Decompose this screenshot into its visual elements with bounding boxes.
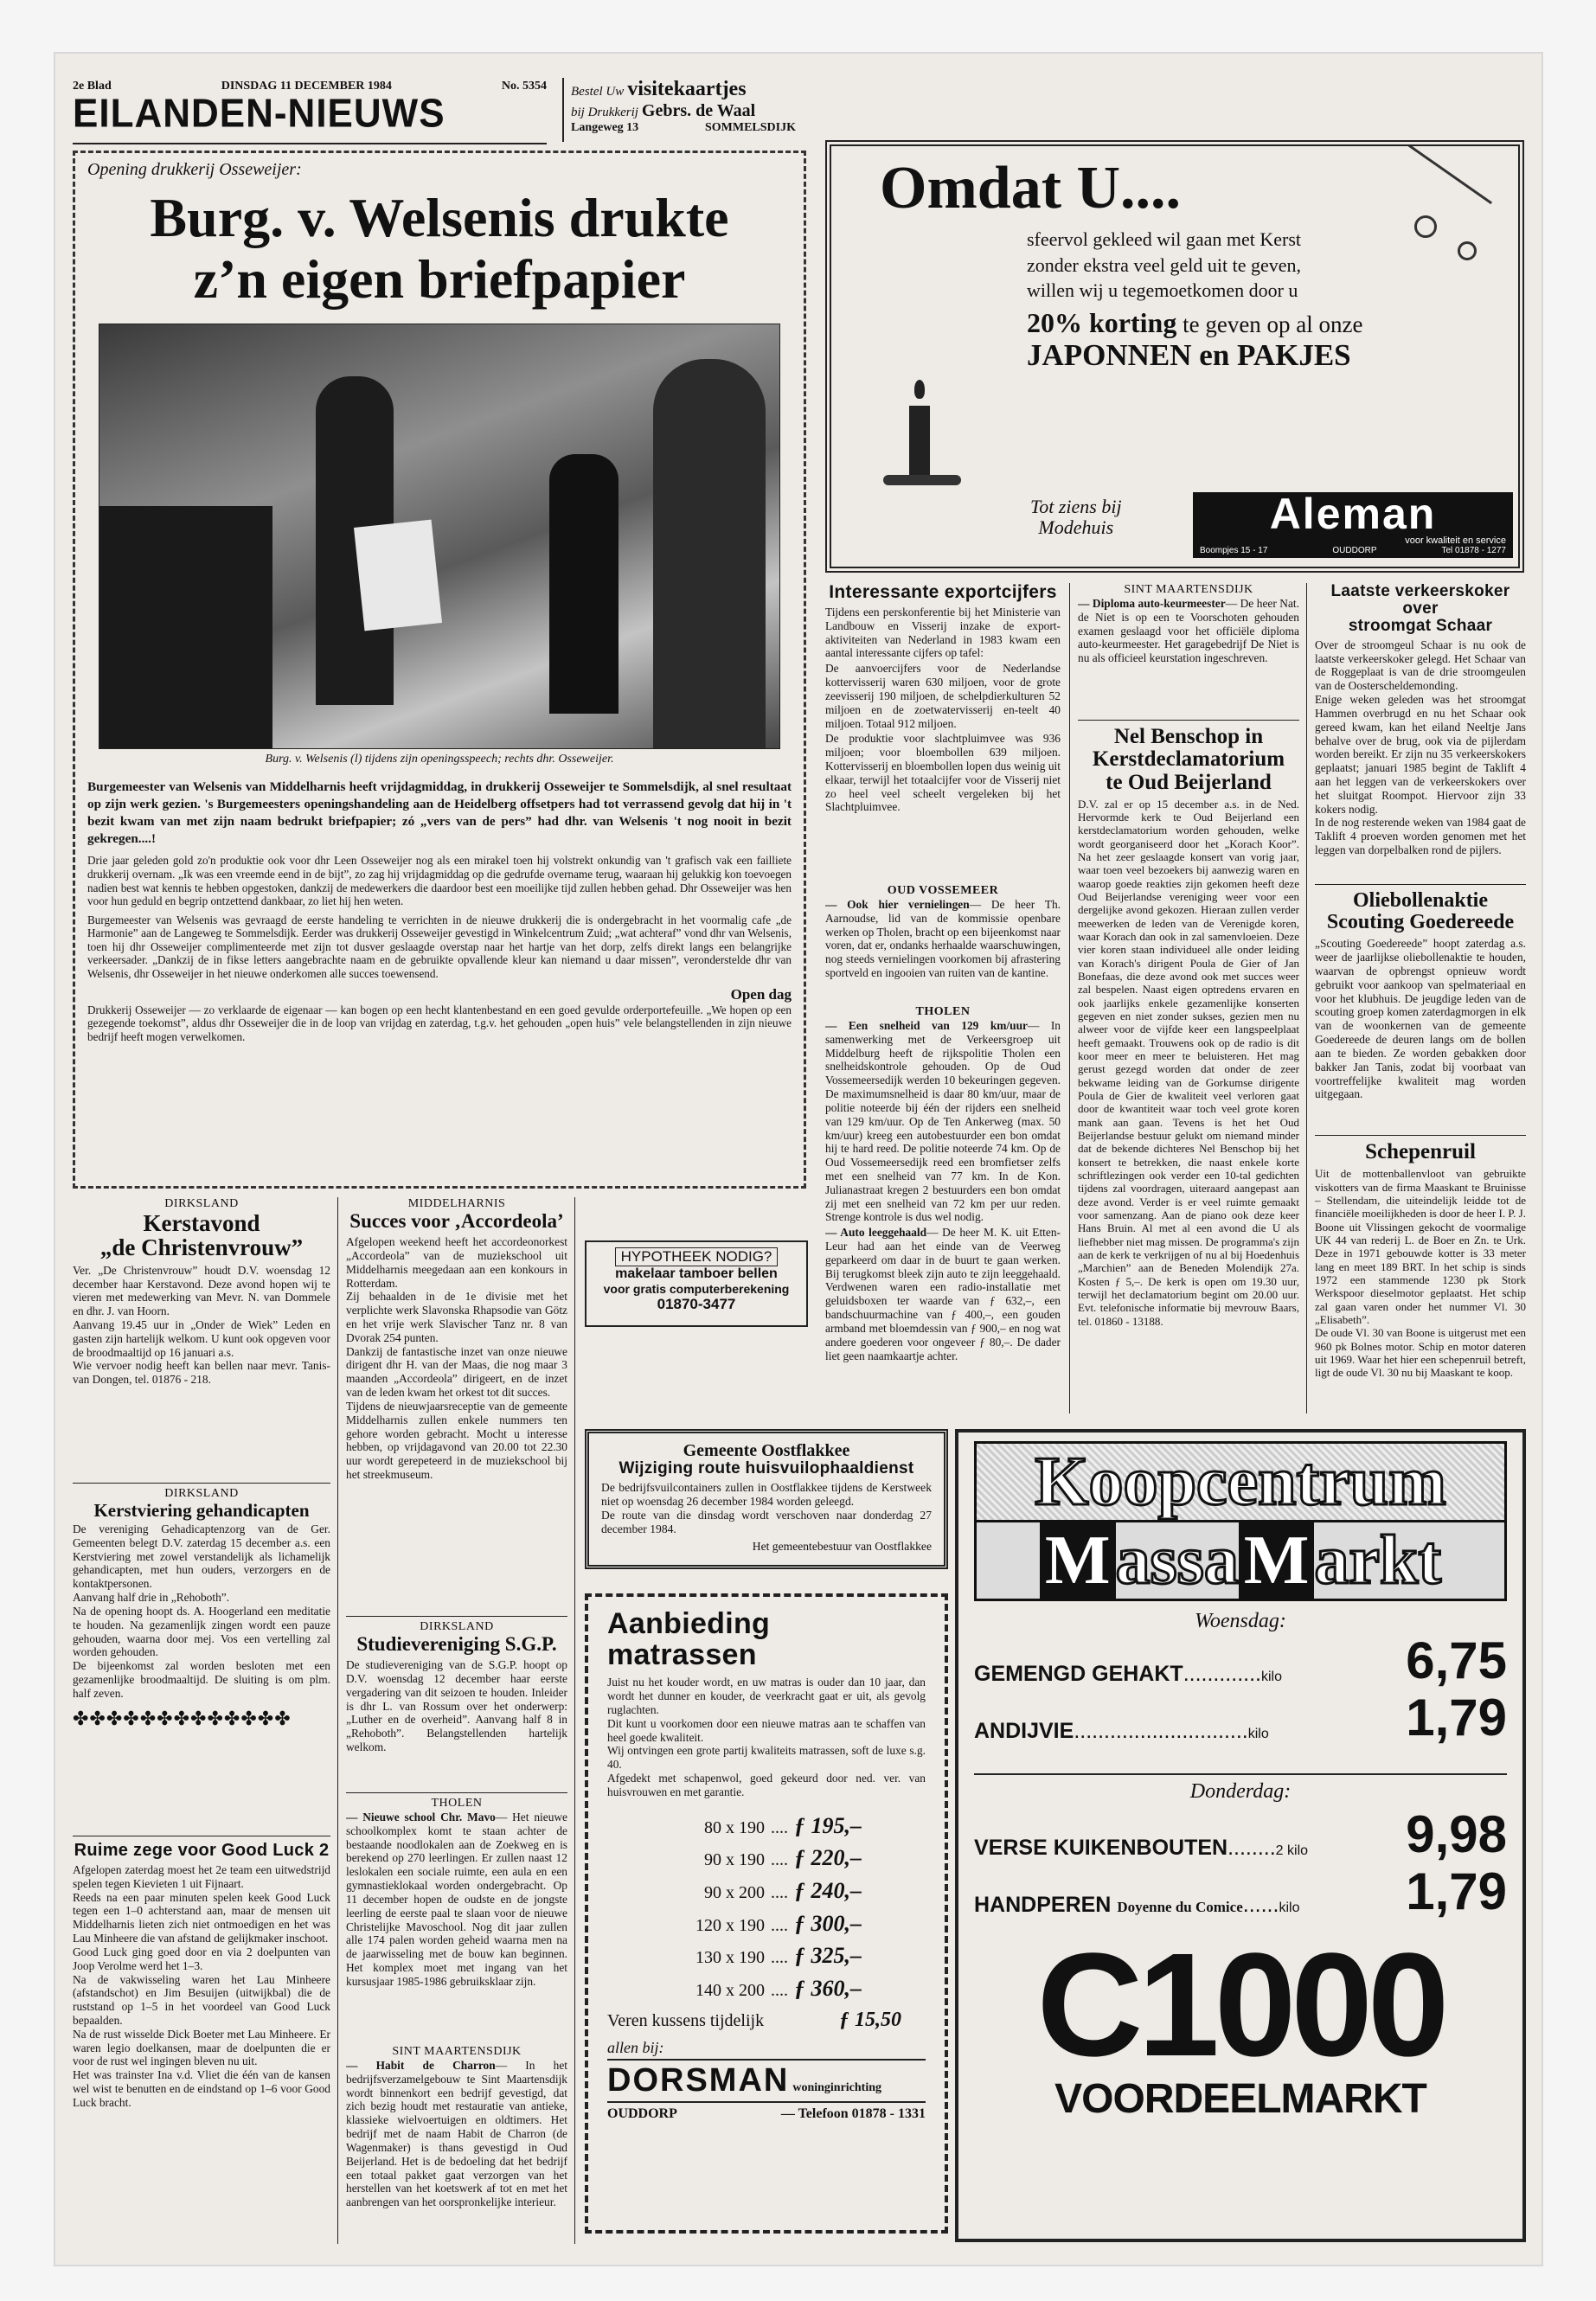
matras-paragraph-2: Dit kunt u voorkomen door een nieuwe matras aan te schaffen van heel goede kwaliteit. <box>607 1716 926 1744</box>
accordeola-title: Succes voor ‚Accordeola’ <box>349 1210 564 1232</box>
newspaper-title: EILANDEN-NIEUWS <box>73 91 445 137</box>
price-andijvie: 1,79 <box>1406 1689 1507 1747</box>
dorsman-logo: DORSMAN <box>607 2061 790 2099</box>
tholen-school-text: — Het nieuwe schoolkomplex komt te staan achter de bestaande noodlokalen aan de Zoekweg en is berekend op 270 leerlingen. Er zullen naast 12 leslokalen een sociale ruimte, een aula en een gymnastieklokaal worden ondergebracht. Op 11 december hopen de oudste en de jongste leerling de eerste paal te slaan voor de nieuwe Christelijke Mavoschool. Nog dit jaar zullen alle 174 palen worden geheid waarna men na de jaarwisseling met de bouw kan beginnen. Het komplex moet met ingang van het kursusjaar 1985-1986 gebruiksklaar zijn. <box>346 1811 567 1988</box>
habit-de-charron-article <box>346 2045 567 2244</box>
japonnen-text: JAPONNEN en PAKJES <box>1027 338 1351 373</box>
omdat-title: Omdat U.... <box>880 155 1182 221</box>
omdat-line-4: te geven op al onze <box>1183 311 1363 338</box>
oud-vossemeer-lead: — Ook hier vernielingen <box>825 898 970 911</box>
matras-price-row: 120 x 190 .... ƒ 300,– <box>668 1907 926 1940</box>
kerstviering-paragraph-1: De vereniging Gehadicaptenzorg van de Ger. Gemeenten belegt D.V. zaterdag 15 december a.s. een Kerstviering met zowel verstandelijk als lichamelijk gehandicapten, met hun ouders, verzorgers en de kontaktpersonen. <box>73 1522 330 1591</box>
benschop-text: D.V. zal er op 15 december a.s. in de Ned. Hervormde kerk te Oud Beijerland een kerstdeclamatorium worden gehouden, welke wordt georganiseerd door het „Korach Koor”. Na het zeer geslaagde konsert van vorig jaar, waar toen veel bezoekers bij aanwezig waren en waarop goede reakties zijn gekomen heeft deze Oud Beijerlandse vereniging weer voor een dergelijke avond gekozen. Hieraan zullen verder meewerken de leden van de Verenigde koren, waar Korach dan ook in zal samenvloeien. Deze vier koren staan individueel alle onder leiding van Korach's dirigent Poula de Gier of Jan Bonefaas, die deze avond ook met succes weer zal bespelen. Naast eigen optredens ervaren en ook jaarlijks enkele gezamenlijke konserten gegeven en niet zonder sukses, gezien men nu alweer voor de vijfde keer een langspeelplaat heeft gemaakt. Trouwens ook op de radio is dit koor meer en meer te beluisteren. Het mag gerust gezegd worden dat onder de zeer bekwame leiding van de Gorkumse dirigente Poula de Gier de kwaliteit veel verloren gaat door de kwantiteit waar toch veel grote koren mank aan gaan. Tevens is het het Oud Beijerlandse bestuur gelukt om niemand minder dat de bekende dichteres Nel Benschop bij het konsert te betrekken, die naast enkele korte schriftlezingen ook verder een 10-tal gedichten tijdens zal voordragen, uiteraard aangepast aan deze avond. Verder is er veel ruimte gemaakt voor samenzang. Aan de piano ook deze keer Hans Bruin. Al met al een avond die U als liefhebber niet mag missen. De programma's zijn aan de kerk te verkrijgen of nu al bij Hoedenhuis „Marchien” aan de Beneden Molendijk 27a. Kosten ƒ 5,–. De kerk is open om 19.30 uur, terwijl het declamatorium begint om 20.00 uur. Evt. telefonische informatie bij mevrouw Baars, tel. 01860 - 13188. <box>1078 797 1299 1328</box>
matras-price-row: 130 x 190 .... ƒ 325,– <box>668 1939 926 1972</box>
aleman-town: OUDDORP <box>1332 546 1377 555</box>
matras-price-list <box>668 1810 926 2005</box>
matras-price: ƒ 220,– <box>794 1845 862 1871</box>
verkeer-paragraph-1: Over de stroomgeul Schaar is nu ook de laatste verkeerskoker gelegd. Het Schaar van de Roggeplaat is van de drie stroomgeulen van de Oosterscheldemonding. <box>1315 638 1526 693</box>
unit-handperen: kilo <box>1279 1900 1300 1915</box>
tholen-school-lead: — Nieuwe school Chr. Mavo <box>346 1811 496 1823</box>
unit-andijvie: kilo <box>1247 1727 1269 1741</box>
decorative-stars: ✤✤✤✤✤✤✤✤✤✤✤✤✤ <box>73 1707 292 1729</box>
kerstavond-title-1: Kerstavond <box>143 1210 260 1236</box>
charron-text: — In het bedrijfsverzamelgebouw te Sint Maartensdijk wordt binnenkort een bedrijf gevestigd, dat zich bezig houdt met restauratie van antieke, klassieke wielvoertuigen en oldtimers. Het bedrijf met de naam Habit de Charron (de Wagenmaker) is thans gevestigd in Oud Beijerland. Het is de bedoeling dat het bedrijf een totaal pakket gaat verzorgen van het herstellen van het koetswerk af tot en met het aanbrengen van het oorspronkelijke interieur. <box>346 2059 567 2209</box>
smd-lead: — Diploma auto-keurmeester <box>1078 597 1226 610</box>
matras-price: ƒ 300,– <box>794 1910 862 1936</box>
kerstavond-paragraph-3: Wie vervoer nodig heeft kan bellen naar mevr. Tanis-van Dongen, tel. 01876 - 218. <box>73 1359 330 1387</box>
unit-kuikenbouten: 2 kilo <box>1275 1843 1309 1858</box>
tholen-article <box>825 1005 1061 1412</box>
export-paragraph-2: De aanvoercijfers voor de Nederlandse kottervisserij waren 630 miljoen, voor de grote zeevisserij 190 miljoen, de schelpdierkulturen 52 miljoen en de zoetwatervisserij en-teelt 40 miljoen. Totaal 912 miljoen. <box>825 662 1061 730</box>
matras-size: 140 x 200 <box>695 1981 765 2001</box>
hypotheek-title: HYPOTHEEK NODIG? <box>615 1247 779 1266</box>
item-andijvie: ANDIJVIE <box>974 1719 1074 1743</box>
benschop-title-3: te Oud Beijerland <box>1106 770 1272 794</box>
lead-paragraph-2: Burgemeester van Welsenis was gevraagd de eerste handeling te verrichten in de nieuwe drukkerij die is ondergebracht in het voormalig cafe „de Harmonie” aan de Langeweg te Sommelsdijk. Eerder was drukkerij Osseweijer gevestigd in Winkelcentrum Zuid; „wat achteraf” vond dhr van Welsenis, toen hij dhr Osseweijer complimenteerde met zijn tot dusver geslaagde overstap naar het hartje van het dorp, zelfs direkt langs een belangrijke verkeersader. „Dankzij de in fikse letters aangebrachte naam en de gebruikte opvallende kleur kan niemand u daar missen”, veronderstelde dhr van Welsenis, dhr Osseweijer in het nieuwe onderkomen alle succes toewensend. <box>87 913 792 980</box>
visitekaartjes-ad <box>562 78 806 142</box>
kerstavond-article <box>73 1197 330 1483</box>
masthead <box>73 80 547 142</box>
dorsman-subtitle: woninginrichting <box>792 2080 882 2094</box>
gemeente-notice <box>585 1429 948 1569</box>
matras-price-row: 90 x 200 .... ƒ 240,– <box>668 1875 926 1907</box>
massa-rest: assa <box>1115 1522 1239 1599</box>
matras-paragraph-4: Afgedekt met schapenwol, goed gekeurd door ned. ver. van huisvrouwen en met garantie. <box>607 1772 926 1798</box>
smd-kicker: SINT MAARTENSDIJK <box>1124 583 1253 596</box>
ad-visitekaartjes: visitekaartjes <box>627 78 747 100</box>
export-paragraph-1: Tijdens een perskonferentie bij het Ministerie van Landbouw en Visserij inzake de export-aktiviteiten van Nederland in 1983 kwam een aantal interessante cijfers op tafel: <box>825 606 1061 660</box>
price-gehakt: 6,75 <box>1406 1631 1507 1689</box>
markt-initial: M <box>1239 1522 1315 1599</box>
matras-price: ƒ 360,– <box>794 1976 862 2002</box>
masthead-date: DINSDAG 11 DECEMBER 1984 <box>221 80 392 93</box>
kerstviering-kicker: DIRKSLAND <box>164 1487 239 1500</box>
allen-bij-text: allen bij: <box>607 2038 664 2056</box>
lead-article <box>73 151 806 1189</box>
oud-vossemeer-kicker: OUD VOSSEMEER <box>887 884 999 897</box>
aleman-phone: Tel 01878 - 1277 <box>1441 546 1506 555</box>
kussens-price: ƒ 15,50 <box>839 2008 901 2031</box>
handperen-variety: Doyenne du Comice <box>1117 1899 1243 1915</box>
tholen-speed-text: — In samenwerking met de Verkeersgroep uit Middelburg heeft de rijkspolitie Tholen een snelheidskontrole gehouden. Op de Oud Vossemeersedijk werden 10 bekeuringen gegeven. De maximumsnelheid is daar 80 km/uur, maar de politie noteerde bij één der rijders een snelheid van 129 km/uur. Op de Ten Ankerweg (max. 50 km/uur) kreeg een autobestuurder een bon omdat hij te hard reed. De politie noteerde 74 km. Op de Oud Vossemeersedijk reed een bromfietser zelfs met een snelheid van 77 km. In de Kon. Julianastraat kregen 2 bestuurders een bon omdat zij met een snelheid van 72 km per uur reden. Strenge kontrole is dus wel nodig. <box>825 1019 1061 1224</box>
lead-paragraph-3: Drukkerij Osseweijer — zo verklaarde de eigenaar — kan bogen op een hecht klantenbestand en een goed gevulde orderportefeuille. „We hopen op een gezegende toekomst”, aldus dhr Osseweijer die in de loop van vrijdag en zaterdag, t.g.v. het gehouden „open huis” vele belangstellenden in zijn nieuwe bedrijf heeft mogen verwelkomen. <box>87 1003 792 1043</box>
gemeente-signature: Het gemeentebestuur van Oostflakkee <box>752 1540 932 1554</box>
accordeola-article <box>346 1197 567 1612</box>
tholen-auto-text: — De heer M. K. uit Etten-Leur had aan het einde van de Veerweg geparkeerd om daar in de buurt te gaan werken. Bij terugkomst bleek zijn auto te zijn leeggehaald. Verdwenen waren een radio-installatie met geluidsboxen ter waarde van ƒ 632,–, een bandschuurmachine van ƒ 400,–, een gouden armband met bloemdessin van ƒ 900,– en nog wat andere goederen voor ongeveer ƒ 80,–. De dader liet geen naamkaartje achter. <box>825 1226 1061 1362</box>
lead-headline-1: Burg. v. Welsenis drukte <box>150 187 729 248</box>
aleman-address: Boompjes 15 - 17 <box>1200 546 1268 555</box>
goodluck-title: Ruime zege voor Good Luck 2 <box>74 1841 330 1860</box>
verkeer-paragraph-2: Enige weken geleden was het stroomgat Hammen overbrugd en nu het Schaar ook gereed kwam, kan het eiland Neeltje Jans behalve over de brug, ook via de pijlerdam worden bereikt. Er zijn nu 35 verkeerskokers geplaatst; januari 1985 begint de Taklift 4 aan het leggen van de verkeerskokers over het sluitgat Roompot. Hiervoor zijn 33 kokers nodig. <box>1315 693 1526 816</box>
accordeola-paragraph-2: Zij behaalden in de 1e divisie met het verplichte werk Slavonska Rhapsodie van Götz en het vrije werk Slavischer Tanz nr. 8 van Dvorak 254 punten. <box>346 1290 567 1344</box>
matras-size: 120 x 190 <box>695 1915 765 1935</box>
lead-headline-2: z’n eigen briefpapier <box>193 248 686 311</box>
hypotheek-line-3: voor gratis computerberekening <box>603 1282 790 1296</box>
christmas-branch-icon <box>1388 155 1501 293</box>
omdat-line-1: sfeervol gekleed wil gaan met Kerst <box>1027 228 1302 250</box>
accordeola-paragraph-1: Afgelopen weekend heeft het accordeonorkest „Accordeola” van de muziekschool uit Middelharnis meegedaan aan een konkours in Rotterdam. <box>346 1235 567 1290</box>
tot-ziens-text: Tot ziens bij <box>1030 496 1122 517</box>
gemeente-paragraph-1: De bedrijfsvuilcontainers zullen in Oostflakkee tijdens de Kerstweek niet op woensdag 26 december 1984 worden geleegd. <box>601 1480 932 1508</box>
korting-text: 20% korting <box>1027 307 1177 339</box>
matras-price: ƒ 325,– <box>794 1943 862 1969</box>
markt-rest: arkt <box>1314 1522 1441 1599</box>
export-title: Interessante exportcijfers <box>829 583 1057 602</box>
c1000-subtitle: VOORDEELMARKT <box>1054 2076 1426 2122</box>
verkeer-paragraph-3: In de nog resterende weken van 1984 gaat de Taklift 4 proeven worden genomen met het leggen van dorpelbalken rond de pijlers. <box>1315 816 1526 856</box>
benschop-title-2: Kerstdeclamatorium <box>1092 747 1285 772</box>
item-kuikenbouten: VERSE KUIKENBOUTEN <box>974 1836 1228 1860</box>
oud-vossemeer-text: — De heer Th. Aarnoudse, lid van de kommissie openbare werken op Tholen, bracht op een bijeenkomst naar voren, dat er, ondanks herhaalde waarschuwingen, nog steeds vernielingen voorkomen bij afrastering sportveld en ingooien van ruiten van de kantine. <box>825 898 1061 980</box>
lead-subhead: Open dag <box>730 985 792 1003</box>
kerstviering-paragraph-3: Na de opening hoopt ds. A. Hoogerland een meditatie te houden. Na gezamenlijk zingen wordt een pauze gehouden, waarna door mej. Vos een vertelling zal worden gehouden. <box>73 1604 330 1659</box>
matras-paragraph-3: Wij ontvingen een grote partij kwaliteits matrassen, soft de luxe s.g. 40. <box>607 1744 926 1772</box>
ad-street: Langeweg 13 <box>571 121 639 134</box>
tholen-kicker: THOLEN <box>915 1005 971 1018</box>
tholen-speed-lead: — Een snelheid van 129 km/uur <box>825 1019 1028 1032</box>
hypotheek-ad <box>585 1240 808 1327</box>
kerstavond-paragraph-2: Aanvang 19.45 uur in „Onder de Wiek” Leden en gasten zijn hartelijk welkom. U kunt ook opgeven voor de broodmaaltijd op 16 januari a.s. <box>73 1317 330 1359</box>
lead-intro: Burgemeester van Welsenis van Middelharnis heeft vrijdagmiddag, in drukkerij Osseweijer te Sommelsdijk, al snel resultaat op zijn werk gezien. 's Burgemeesters openingshandeling aan de Heidelberg offsetpers had tot verrassend gevolg dat hij in 't bezit kwam van met zijn naam bedrukt briefpapier; zó „vers van de pers” had dhr. van Welsenis 't nog nooit in bezit gekregen....! <box>87 779 792 846</box>
sgp-kicker: DIRKSLAND <box>420 1620 494 1633</box>
price-handperen: 1,79 <box>1406 1862 1507 1920</box>
goodluck-paragraph-3: Good Luck ging goed door en via 2 doelpunten van Joop Verolme werd het 1–3. <box>73 1945 330 1972</box>
accordeola-paragraph-4: Tijdens de nieuwjaarsreceptie van de gemeente Middelharnis zullen enkele nummers ten gehore worden gebracht. Mocht u interesse hebben, op vrijdagavond van 20.00 tot 22.30 uur wordt gerepeteerd in de muziekschool bij het streekmuseum. <box>346 1399 567 1481</box>
goodluck-paragraph-5: Na de rust wisselde Dick Boeter met Lau Minheere. Er waren legio doelkansen, maar de doelpunten die er voor de rust wel ingingen bleven nu uit. <box>73 2027 330 2068</box>
matras-ad <box>585 1593 948 2234</box>
matras-paragraph-1: Juist nu het kouder wordt, en uw matras is ouder dan 10 jaar, dan wordt het dunner en kouder, de veerkracht gaat er uit, als gevolg ruglachten. <box>607 1676 926 1716</box>
opening-photo <box>99 324 780 749</box>
lead-paragraph-1: Drie jaar geleden gold zo'n produktie ook voor dhr Leen Osseweijer nog als een mirakel toen hij volstrekt onkundig van 't grafisch vak een failliete drukkerij overnam. „Ik was een vreemde eend in de bijt”, zo zag hij vrijdagmiddag op die gedrufde overname terug, waaraan hij gelukkig kon toevoegen nadien best wat kennis te hebben opgestoken, dankzij de medewerkers die daardoor best een moeilijke tijd zullen hebben gehad. Dhr Osseweijer was hen voor hun geduld en begrip ontzettend dankbaar, zo liet hij hen weten. <box>87 854 792 908</box>
smd-text: — De heer Nat. de Niet is op een te Voorschoten gehouden examen geslaagd voor het officiële diploma auto-keurmeester. Het garagebedrijf De Niet is nu als officieel keurstation ingeschreven. <box>1078 597 1299 665</box>
accordeola-paragraph-3: Dankzij de fantastische inzet van onze nieuwe dirigent dhr H. van der Maas, die nog maar 3 maanden „Accordeola” dirigeert, en de inzet van de leden kwam het orkest tot dit succes. <box>346 1344 567 1400</box>
oliebollen-article <box>1315 884 1526 1135</box>
oliebol-title-1: Oliebollenaktie <box>1353 889 1488 912</box>
goodluck-paragraph-6: Het was trainster Ina v.d. Vliet die één van de kansen wel wist te benutten en de eindstand op 1–6 voor Good Luck bracht. <box>73 2068 330 2109</box>
matras-price-row: 80 x 190 .... ƒ 195,– <box>668 1810 926 1843</box>
kerstviering-title: Kerstviering gehandicapten <box>93 1500 310 1521</box>
donderdag-label: Donderdag: <box>974 1773 1507 1804</box>
matras-price-row: 140 x 200 .... ƒ 360,– <box>668 1972 926 2005</box>
verkeerskoker-article <box>1315 583 1526 877</box>
unit-gehakt: kilo <box>1260 1670 1282 1684</box>
matras-price: ƒ 240,– <box>794 1878 862 1904</box>
export-article <box>825 583 1061 877</box>
export-paragraph-3: De produktie voor slachtpluimvee was 936 miljoen; voor bloembollen 639 miljoen. Kottervisserij en bloembollen lopen dus weinig uit elkaar, terwijl het totaalcijfer voor de Visserij niet zo heel veel scheelt vergeleken bij het Slachtpluimvee. <box>825 732 1061 814</box>
matras-size: 90 x 190 <box>704 1850 765 1870</box>
matras-size: 130 x 190 <box>695 1948 765 1968</box>
sgp-text: De studievereniging van de S.G.P. hoopt op D.V. woensdag 12 december haar eerste vergadering van dit seizoen te houden. Inleider is dhr L. van Rossum over het onderwerp: „Luther en de overheid”. Aanvang half 8 in „Rehoboth”. Belangstellenden hartelijk welkom. <box>346 1658 567 1754</box>
dorsman-town: OUDDORP <box>607 2106 677 2121</box>
sgp-title: Studievereniging S.G.P. <box>356 1633 557 1655</box>
ad-order-text: Bestel Uw <box>571 85 625 99</box>
c1000-logo: C1000 <box>1036 1923 1445 2087</box>
issue-number: No. 5354 <box>501 80 547 93</box>
matras-title: Aanbieding matrassen <box>607 1607 771 1671</box>
matras-price-row: 90 x 190 .... ƒ 220,– <box>668 1842 926 1875</box>
charron-lead: — Habit de Charron <box>346 2059 496 2072</box>
schepen-paragraph-2: De oude Vl. 30 van Boone is uitgerust met een 960 pk Bolnes motor. Schip en motor dateren uit 1969. Waar het hier een schepenruil betreft, ligt de oude Vl. 30 nu bij Maaskant te koop. <box>1315 1326 1526 1380</box>
schepenruil-article <box>1315 1135 1526 1420</box>
charron-kicker: SINT MAARTENSDIJK <box>392 2045 522 2058</box>
aleman-tagline: voor kwaliteit en service <box>1405 535 1506 546</box>
tholen-school-article <box>346 1792 567 2043</box>
lead-kicker: Opening drukkerij Osseweijer: <box>87 160 302 179</box>
benschop-title-1: Nel Benschop in <box>1113 725 1264 748</box>
kerstavond-kicker: DIRKSLAND <box>164 1197 239 1210</box>
tholen-auto-lead: — Auto leeggehaald <box>825 1226 927 1240</box>
modehuis-text: Modehuis <box>1038 516 1114 539</box>
goodluck-article <box>73 1836 330 2242</box>
ad-printer-label: bij Drukkerij <box>571 106 638 119</box>
ad-town: SOMMELSDIJK <box>704 121 796 134</box>
photo-caption: Burg. v. Welsenis (l) tijdens zijn openingsspeech; rechts dhr. Osseweijer. <box>265 753 614 766</box>
oliebol-title-2: Scouting Goedereede <box>1326 911 1515 934</box>
dorsman-phone: — Telefoon 01878 - 1331 <box>780 2106 926 2121</box>
goodluck-paragraph-4: Na de vakwisseling waren het Lau Minheere (afstandschot) en Jim Besuijen (uitwijkbal) die de ruststand op 1–5 in het voordeel van Good Luck bepaalden. <box>73 1972 330 2027</box>
item-gehakt: GEMENGD GEHAKT <box>974 1662 1183 1686</box>
kerstviering-paragraph-2: Aanvang half drie in „Rehoboth”. <box>73 1591 230 1605</box>
aleman-logo: Aleman <box>1269 490 1437 538</box>
kerstavond-paragraph-1: Ver. „De Christenvrouw” houdt D.V. woensdag 12 december haar Kerstavond. Deze avond hopen wij te vieren met medewerking van Mevr. N. van Dommele en dhr. J. van Hoorn. <box>73 1263 330 1318</box>
sint-maartensdijk-article <box>1078 583 1299 713</box>
kussens-label: Veren kussens tijdelijk <box>607 2010 765 2030</box>
oud-vossemeer-article <box>825 884 1061 1005</box>
ad-printer-name: Gebrs. de Waal <box>641 101 756 120</box>
tholen-school-kicker: THOLEN <box>431 1797 483 1810</box>
benschop-article <box>1078 720 1299 1412</box>
woensdag-label: Woensdag: <box>1195 1610 1286 1632</box>
sgp-article <box>346 1616 567 1789</box>
candle-icon <box>883 371 961 510</box>
matras-size: 90 x 200 <box>704 1883 765 1903</box>
massa-initial: M <box>1040 1522 1116 1599</box>
item-handperen: HANDPEREN <box>974 1893 1112 1917</box>
hypotheek-phone: 01870-3477 <box>657 1296 736 1312</box>
kerstavond-title-2: „de Christenvrouw” <box>99 1234 304 1261</box>
oliebol-text: „Scouting Goedereede” hoopt zaterdag a.s. weer de jaarlijkse oliebollenaktie te houden, waarvan de opbrengst opnieuw wordt gebruikt voor aankoop van spelmateriaal en voor het klubhuis. De jeugdige leden van de scouting groep komen zaterdagmorgen in elk van de woonkernen van de gemeente Goedereede de deuren langs om de bollen aan te bieden. Ze worden gebakken door bakker Jan Tanis, zodat bij voorbaat van voortreffelijke kwaliteit mag worden uitgegaan. <box>1315 937 1526 1101</box>
koopcentrum-banner: Koopcentrum <box>974 1441 1507 1522</box>
aleman-ad <box>825 140 1524 573</box>
omdat-line-3: willen wij u tegemoetkomen door u <box>1027 279 1298 302</box>
kerstviering-paragraph-4: De bijeenkomst zal worden besloten met een gezamenlijke broodmaaltijd. De sluiting is om plm. half zeven. <box>73 1659 330 1700</box>
omdat-line-2: zonder ekstra veel geld uit te geven, <box>1027 253 1302 276</box>
gemeente-paragraph-2: De route van die dinsdag wordt verschoven naar donderdag 27 december 1984. <box>601 1509 932 1536</box>
hypotheek-line-2: makelaar tamboer bellen <box>615 1266 778 1281</box>
gemeente-title: Gemeente Oostflakkee <box>683 1441 850 1460</box>
c1000-ad: Koopcentrum MassaMarkt Woensdag: GEMENGD GEHAKT.............kilo 6,75 ANDIJVIE.............................kilo 1,79 Donderdag: VERSE KUIKENBOUTEN........2 kilo 9,98 HANDPEREN Doyenne du Comice......kilo 1,79 C1000 VOORDEELMARKT <box>955 1429 1526 2242</box>
accordeola-kicker: MIDDELHARNIS <box>407 1197 506 1210</box>
schepen-paragraph-1: Uit de mottenballenvloot van gebruikte viskotters van de firma Maaskant te Bruinisse – Stellendam, die uiteindelijk leidde tot de financiële moeilijkheden is door de heer I. P. J. Boone uit Vlissingen gekocht de voormalige UK 44 van rederij L. de Boer en Zn. te Urk. Deze in 1971 gebouwde kotter is 33 meter lang en meet 189 BRT. In het schip is sinds 1972 een stammende 1230 pk Stork Werkspoor dieselmotor geplaatst. Het schip zal gaan varen onder het nummer Vl. 30 „Elisabeth”. <box>1315 1167 1526 1326</box>
kerstviering-article <box>73 1483 330 1829</box>
goodluck-paragraph-1: Afgelopen zaterdag moest het 2e team een uitwedstrijd spelen tegen Kievieten 1 uit Fijnaart. <box>73 1863 330 1890</box>
gemeente-subtitle: Wijziging route huisvuilophaaldienst <box>619 1459 914 1477</box>
newspaper-page <box>54 52 1543 2266</box>
section-label: 2e Blad <box>73 80 112 93</box>
matras-size: 80 x 190 <box>704 1817 765 1837</box>
matras-price: ƒ 195,– <box>794 1812 862 1838</box>
verkeer-title-2: stroomgat Schaar <box>1348 616 1493 635</box>
price-kuikenbouten: 9,98 <box>1406 1805 1507 1863</box>
schepen-title: Schepenruil <box>1365 1140 1476 1163</box>
verkeer-title-1: Laatste verkeerskoker over <box>1330 583 1510 618</box>
goodluck-paragraph-2: Reeds na een paar minuten spelen keek Good Luck tegen een 1–0 achterstand aan, maar de mensen uit Middelharnis lieten zich niet ontmoedigen en het was Lau Minheere die van afstand de gelijkmaker inschoot. <box>73 1890 330 1945</box>
